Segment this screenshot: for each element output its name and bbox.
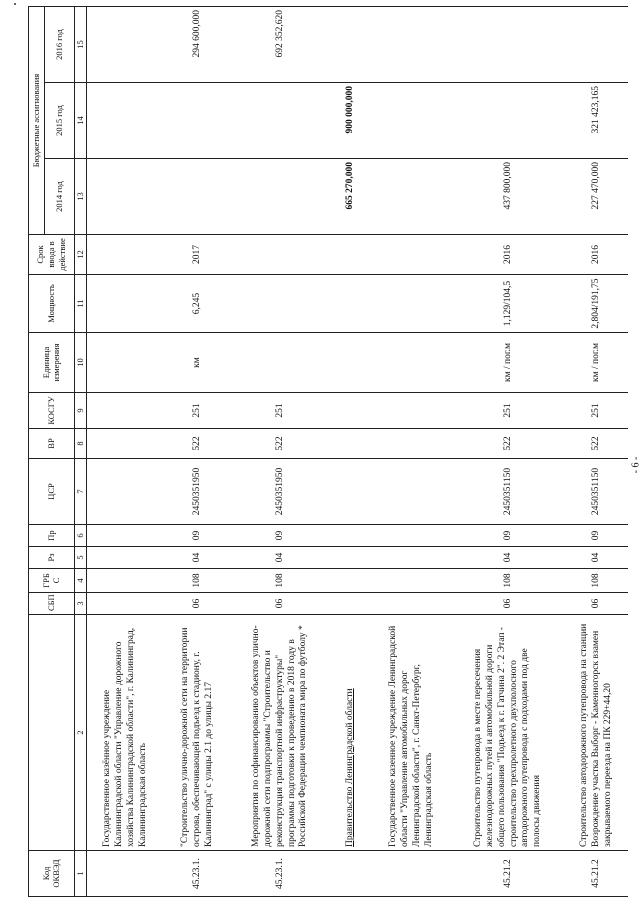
cell-csr: 2450351950: [232, 459, 330, 525]
col-2015: 2015 год: [44, 83, 74, 159]
cell-unit: км / пог.м: [566, 333, 628, 393]
cell-2016: [330, 6, 373, 82]
index-cell: 15: [74, 6, 86, 82]
cell-rz: 04: [451, 547, 566, 569]
table-row: [566, 6, 628, 896]
cell-vr: 522: [451, 429, 566, 459]
cell-capacity: [86, 275, 165, 333]
col-vr: ВР: [29, 429, 75, 459]
index-cell: 4: [74, 569, 86, 593]
cell-grbs: 108: [451, 569, 566, 593]
cell-pr: [86, 525, 165, 547]
table-row: [165, 6, 232, 896]
col-capacity: Мощность: [29, 275, 75, 333]
cell-grbs: 108: [232, 569, 330, 593]
cell-sbp: 06: [165, 593, 232, 615]
cell-name: Строительство путепровода в месте пересечения железнодорожных путей и автомобильной дороги общего пользования "Подъезд к г. Гатчина 2". 2 Этап - строительство трехпролетного двухполосного автодорожного путепровода с подходами под две полосы движения: [451, 615, 566, 851]
cell-vr: [86, 429, 165, 459]
table-row: [232, 6, 330, 896]
cell-okved: [86, 851, 165, 897]
cell-rz: 04: [165, 547, 232, 569]
index-cell: 3: [74, 593, 86, 615]
col-rz: Рз: [29, 547, 75, 569]
cell-rz: 04: [566, 547, 628, 569]
col-csr: ЦСР: [29, 459, 75, 525]
col-name: [29, 615, 75, 851]
index-cell: 6: [74, 525, 86, 547]
cell-sbp: 06: [232, 593, 330, 615]
col-sbp: СБП: [29, 593, 75, 615]
cell-kosgu: 251: [566, 393, 628, 429]
cell-pr: 09: [566, 525, 628, 547]
cell-kosgu: 251: [232, 393, 330, 429]
cell-2014: 437 800,000: [451, 159, 566, 235]
cell-pr: [373, 525, 452, 547]
col-term: Срок ввода в действие: [29, 235, 75, 275]
index-cell: 2: [74, 615, 86, 851]
cell-grbs: [86, 569, 165, 593]
cell-2014: 665 270,000: [330, 159, 373, 235]
cell-pr: 09: [232, 525, 330, 547]
cell-okved: [373, 851, 452, 897]
cell-kosgu: 251: [451, 393, 566, 429]
cell-2014: [165, 159, 232, 235]
cell-okved: 45.23.1.: [232, 851, 330, 897]
cell-unit: [232, 333, 330, 393]
cell-sbp: 06: [566, 593, 628, 615]
table-row: [86, 6, 165, 896]
cell-grbs: [373, 569, 452, 593]
cell-term: 2016: [451, 235, 566, 275]
index-cell: 11: [74, 275, 86, 333]
index-cell: 13: [74, 159, 86, 235]
cell-name: Государственное казенное учреждение Ленинградской области "Управление автомобильных дорог Ленинградской области", г. Санкт-Петербург, Ленинградская область: [373, 615, 452, 851]
cell-name: "Строительство улично-дорожной сети на территории острова, обеспечивающей подъезд к стадиону, г. Калининград" с улицы 2.1 до улицы 2.17: [165, 615, 232, 851]
cell-capacity: [232, 275, 330, 333]
index-row: [74, 6, 86, 896]
cell-sbp: 06: [451, 593, 566, 615]
cell-okved: [330, 851, 373, 897]
cell-term: 2017: [165, 235, 232, 275]
cell-vr: [373, 429, 452, 459]
col-2016: 2016 год: [44, 6, 74, 82]
col-okved: Код ОКВЭД: [29, 851, 75, 897]
cell-csr: [373, 459, 452, 525]
cell-2014: [373, 159, 452, 235]
cell-2015: 900 000,000: [330, 83, 373, 159]
page-number: - 6 -: [630, 456, 642, 474]
cell-kosgu: [373, 393, 452, 429]
cell-pr: 09: [451, 525, 566, 547]
col-grbs: ГРБ С: [29, 569, 75, 593]
cell-okved: 45.23.1.: [165, 851, 232, 897]
header-row: [29, 6, 45, 896]
cell-unit: [373, 333, 452, 393]
index-cell: 14: [74, 83, 86, 159]
cell-2015: [86, 83, 165, 159]
cell-2015: [373, 83, 452, 159]
cell-2014: [86, 159, 165, 235]
cell-name: Государственное казённое учреждение Калининградской области "Управление дорожного хозяйства Калининградской области", г. Калининград, Калининградская область: [86, 615, 165, 851]
cell-grbs: [330, 569, 373, 593]
table-row: [451, 6, 566, 896]
cell-term: [373, 235, 452, 275]
cell-vr: 522: [232, 429, 330, 459]
index-cell: 10: [74, 333, 86, 393]
cell-sbp: [330, 593, 373, 615]
col-budget-group: Бюджетные ассигнования: [29, 6, 45, 234]
cell-vr: 522: [566, 429, 628, 459]
cell-name: Правительство Ленинградской области: [330, 615, 373, 851]
index-cell: 9: [74, 393, 86, 429]
cell-2016: [86, 6, 165, 82]
col-unit: Единица измерения: [29, 333, 75, 393]
cell-rz: [330, 547, 373, 569]
cell-2015: 321 423,165: [566, 83, 628, 159]
cell-sbp: [373, 593, 452, 615]
cell-grbs: 108: [566, 569, 628, 593]
index-cell: 12: [74, 235, 86, 275]
cell-2015: [451, 83, 566, 159]
cell-2015: [232, 83, 330, 159]
cell-term: [232, 235, 330, 275]
cell-pr: 09: [165, 525, 232, 547]
cell-2016: [451, 6, 566, 82]
cell-capacity: [330, 275, 373, 333]
cell-2016: [566, 6, 628, 82]
cell-capacity: [373, 275, 452, 333]
cell-rz: [86, 547, 165, 569]
cell-okved: 45.21.2: [451, 851, 566, 897]
cell-capacity: 6,245: [165, 275, 232, 333]
cell-csr: [330, 459, 373, 525]
cell-unit: [330, 333, 373, 393]
cell-name: Строительство автодорожного путепровода на станции Возрождение участка Выборг - Каменногорск взамен закрываемого переезда на ПК 229+44,20: [566, 615, 628, 851]
cell-kosgu: 251: [165, 393, 232, 429]
cell-term: [86, 235, 165, 275]
cell-capacity: 1,129/104,5: [451, 275, 566, 333]
cell-pr: [330, 525, 373, 547]
cell-2016: [373, 6, 452, 82]
cell-unit: км / пог.м: [451, 333, 566, 393]
cell-2016: 294 600,000: [165, 6, 232, 82]
index-cell: 8: [74, 429, 86, 459]
budget-table: [28, 6, 628, 897]
cell-csr: 2450351150: [566, 459, 628, 525]
cell-unit: [86, 333, 165, 393]
scan-dot: [14, 3, 16, 5]
cell-rz: 04: [232, 547, 330, 569]
cell-sbp: [86, 593, 165, 615]
cell-2014: 227 470,000: [566, 159, 628, 235]
col-2014: 2014 год: [44, 159, 74, 235]
cell-csr: 2450351950: [165, 459, 232, 525]
cell-capacity: 2,804/191,75: [566, 275, 628, 333]
table-row: [373, 6, 452, 896]
cell-grbs: 108: [165, 569, 232, 593]
cell-term: 2016: [566, 235, 628, 275]
cell-kosgu: [330, 393, 373, 429]
cell-unit: км: [165, 333, 232, 393]
table-row: [330, 6, 373, 896]
cell-vr: [330, 429, 373, 459]
index-cell: 1: [74, 851, 86, 897]
cell-2014: [232, 159, 330, 235]
cell-kosgu: [86, 393, 165, 429]
cell-2015: [165, 83, 232, 159]
cell-csr: [86, 459, 165, 525]
cell-okved: 45.21.2: [566, 851, 628, 897]
cell-csr: 2450351150: [451, 459, 566, 525]
cell-vr: 522: [165, 429, 232, 459]
cell-term: [330, 235, 373, 275]
col-pr: Пр: [29, 525, 75, 547]
cell-2016: 692 352,620: [232, 6, 330, 82]
index-cell: 5: [74, 547, 86, 569]
col-kosgu: КОСГУ: [29, 393, 75, 429]
table-body: [86, 6, 628, 896]
cell-rz: [373, 547, 452, 569]
index-cell: 7: [74, 459, 86, 525]
cell-name: Мероприятия по софинансированию объектов улично-дорожной сети подпрограммы "Строительство и реконструкция транспортной инфраструктуры" программы подготовки к проведению в 2018 году в Российской Федерации чемпионата мира по футболу *: [232, 615, 330, 851]
